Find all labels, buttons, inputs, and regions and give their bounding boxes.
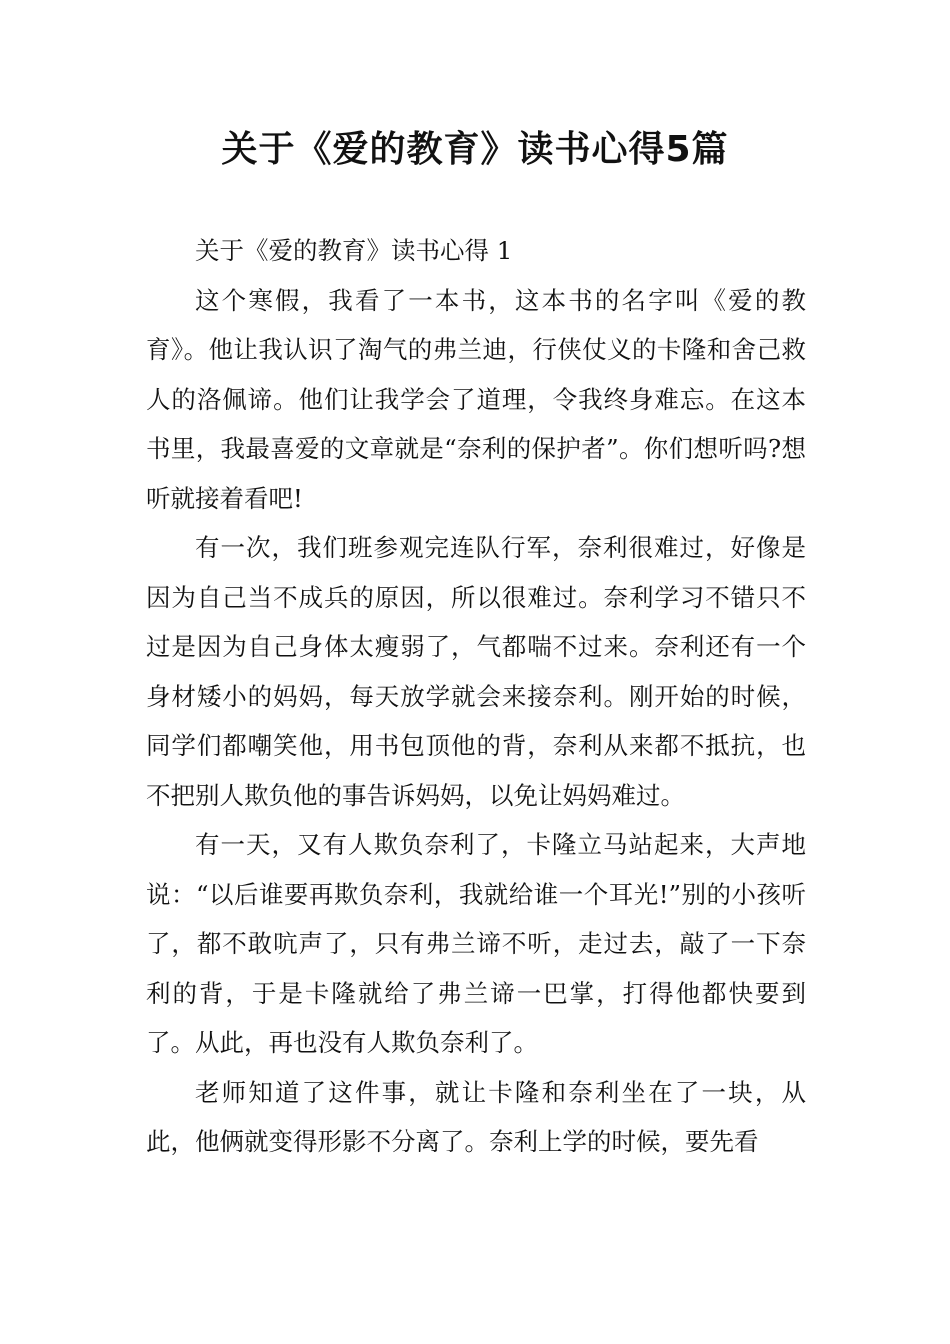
section-heading: 关于《爱的教育》读书心得 1 [195,236,513,265]
paragraph: 有一次，我们班参观完连队行军，奈利很难过，好像是因为自己当不成兵的原因，所以很难过。奈利学习不错只不过是因为自己身体太瘦弱了，气都喘不过来。奈利还有一个身材矮小的妈妈，每天放学就会来接奈利。刚开始的时候，同学们都嘲笑他，用书包顶他的背，奈利从来都不抵抗，也不把别人欺负他的事告诉妈妈，以免让妈妈难过。 [146,533,806,810]
document-body [146,226,806,1167]
paragraph: 老师知道了这件事，就让卡隆和奈利坐在了一块，从此，他俩就变得形影不分离了。奈利上学的时候，要先看 [146,1077,806,1156]
document-title: 关于《爱的教育》读书心得5篇 [221,129,729,170]
paragraph: 有一天，又有人欺负奈利了，卡隆立马站起来，大声地说：“以后谁要再欺负奈利，我就给谁一个耳光!”别的小孩听了，都不敢吭声了，只有弗兰谛不听，走过去，敲了一下奈利的背，于是卡隆就给了弗兰谛一巴掌，打得他都快要到了。从此，再也没有人欺负奈利了。 [146,830,806,1057]
paragraph: 这个寒假，我看了一本书，这本书的名字叫《爱的教育》。他让我认识了淘气的弗兰迪，行侠仗义的卡隆和舍己救人的洛佩谛。他们让我学会了道理，令我终身难忘。在这本书里，我最喜爱的文章就是“奈利的保护者”。你们想听吗?想听就接着看吧! [146,285,806,513]
